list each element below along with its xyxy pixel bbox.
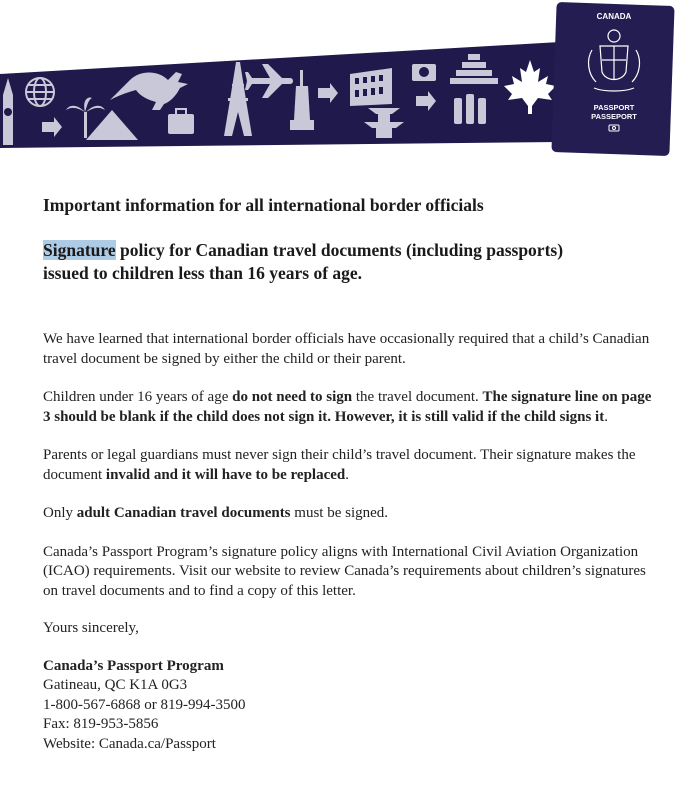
moai-statues-icon (454, 94, 486, 124)
letter-body (43, 194, 653, 754)
highlighted-word: Signature (43, 240, 116, 260)
camera-icon (412, 64, 436, 81)
paragraph-children-under-16: Children under 16 years of age do not need to sign the travel document. The signature line on page 3 should be blank if the child does not sign it. However, it is still valid if the child signs it. (43, 389, 652, 425)
letter-subheading: Signature policy for Canadian travel documents (including passports) issued to children less than 16 years of age. (43, 240, 564, 283)
passport-country-label: CANADA (596, 12, 632, 21)
closing-salutation: Yours sincerely, (43, 620, 139, 636)
travel-banner (0, 0, 693, 160)
signature-website: Website: Canada.ca/Passport (43, 735, 216, 752)
paragraph-parents: Parents or legal guardians must never sign their child’s travel document. Their signature makes the document invalid and it will have to be replaced. (43, 447, 636, 483)
passport-label-fr: PASSEPORT (591, 112, 637, 121)
signature-fax: Fax: 819-953-5856 (43, 716, 159, 732)
paragraph-icao: Canada’s Passport Program’s signature policy aligns with International Civil Aviation Organization (ICAO) requirements. Visit our website to review Canada’s requirements about children’s signatures on travel documents and to find a copy of this letter. (43, 543, 646, 599)
letter-heading: Important information for all international border officials (43, 195, 484, 215)
paragraph-border-officials: We have learned that international border officials have occasionally required that a child’s Canadian travel document be signed by either the child or their parent. (43, 331, 650, 367)
signature-org: Canada’s Passport Program (43, 657, 224, 674)
colosseum-icon (350, 68, 392, 106)
paragraph-adult-documents: Only adult Canadian travel documents must be signed. (43, 505, 389, 521)
passport-label-en: PASSPORT (593, 103, 635, 112)
signature-phone: 1-800-567-6868 or 819-994-3500 (43, 696, 246, 713)
signature-city: Gatineau, QC K1A 0G3 (43, 677, 188, 693)
passport-image (551, 2, 674, 156)
signature-block (43, 657, 653, 755)
